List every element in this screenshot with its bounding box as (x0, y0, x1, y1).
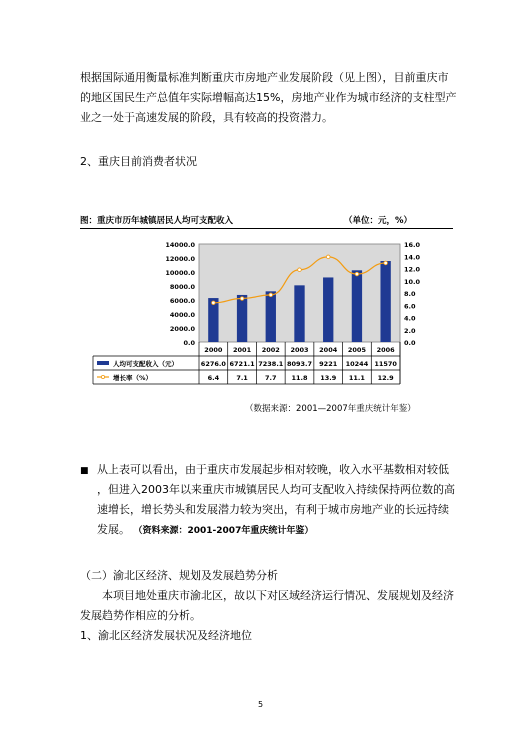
legend-income-label: 人均可支配收入（元） (113, 360, 178, 368)
right-axis-tick: 16.0 (404, 241, 421, 249)
right-axis-tick: 2.0 (404, 326, 416, 335)
right-axis-tick: 8.0 (404, 290, 416, 298)
growth-data-label: 11.8 (291, 374, 308, 382)
category-label: 2002 (261, 346, 280, 354)
right-axis-tick: 0.0 (404, 339, 416, 347)
growth-data-label: 7.7 (265, 374, 277, 382)
right-axis-tick: 6.0 (404, 302, 416, 311)
right-axis-tick: 14.0 (404, 253, 421, 262)
analysis-line-3: 速增长，增长势头和发展潜力较为突出，有利于城市房地产业的长远持续 (97, 503, 449, 516)
income-chart (91, 236, 421, 394)
district-paragraph (80, 586, 460, 626)
figure-unit: （单位：元，%） (344, 216, 413, 226)
right-axis-tick: 12.0 (404, 265, 421, 274)
analysis-line-4 (97, 520, 462, 541)
income-bar (380, 261, 390, 342)
growth-rate-point (355, 272, 359, 276)
growth-rate-point (298, 268, 302, 272)
income-bar (237, 295, 247, 342)
growth-rate-point (212, 301, 216, 305)
income-data-label: 6721.1 (229, 360, 255, 368)
figure-title: 图：重庆市历年城镇居民人均可支配收入 (80, 216, 234, 226)
analysis-line-1: 从上表可以看出，由于重庆市发展起步相对较晚，收入水平基数相对较低 (97, 463, 449, 476)
legend-growth-label: 增长率（%） (113, 374, 153, 382)
figure-source: （数据来源：2001—2007年重庆统计年鉴） (245, 404, 416, 414)
category-label: 2006 (376, 346, 395, 354)
analysis-line-2: ，但进入2003年以来重庆市城镇居民人均可支配收入持续保持两位数的高 (97, 483, 455, 496)
district-line-2: 发展趋势作相应的分析。 (80, 609, 201, 622)
legend-bar-swatch (97, 361, 109, 365)
category-label: 2004 (319, 346, 338, 354)
square-bullet-icon: ■ (80, 466, 89, 476)
left-axis-tick: 6000.0 (169, 297, 195, 305)
intro-line-2: 的地区国民生产总值年实际增幅高达15%，房地产业作为城市经济的支柱型产 (80, 91, 457, 104)
left-axis-tick: 0.0 (183, 339, 195, 347)
right-axis-tick: 4.0 (404, 314, 416, 323)
income-data-label: 11570 (374, 360, 397, 368)
growth-rate-point (269, 293, 273, 297)
category-label: 2001 (233, 346, 252, 354)
income-data-label: 7238.1 (258, 360, 284, 368)
right-axis-tick: 10.0 (404, 277, 421, 286)
section-heading: （二）渝北区经济、规划及发展趋势分析 (80, 569, 278, 582)
income-data-label: 6276.0 (200, 360, 226, 368)
growth-data-label: 13.9 (320, 374, 337, 382)
growth-rate-point (384, 261, 388, 265)
chart-svg (91, 236, 421, 394)
figure-rule (80, 228, 453, 229)
growth-rate-point (240, 297, 244, 301)
consumer-heading: 2、重庆目前消费者状况 (80, 155, 197, 168)
intro-line-3: 业之一处于高速发展的阶段，具有较高的投资潜力。 (80, 111, 333, 124)
income-bar (266, 291, 276, 342)
growth-rate-point (326, 255, 330, 259)
page-number: 5 (258, 700, 264, 709)
category-label: 2005 (347, 346, 366, 354)
left-axis-tick: 14000.0 (165, 241, 195, 249)
left-axis-tick: 10000.0 (165, 269, 195, 277)
district-line-1: 本项目地处重庆市渝北区，故以下对区域经济运行情况、发展规划及经济 (102, 589, 454, 602)
analysis-paragraph (97, 460, 462, 541)
growth-data-label: 6.4 (207, 374, 220, 382)
analysis-line-4-text: 发展。 (97, 523, 130, 536)
growth-data-label: 11.1 (348, 374, 365, 382)
growth-data-label: 7.1 (236, 374, 248, 382)
income-bar (323, 277, 333, 342)
income-data-label: 10244 (345, 360, 369, 368)
left-axis-tick: 8000.0 (169, 283, 195, 291)
intro-paragraph (80, 68, 460, 128)
district-economy-heading: 1、渝北区经济发展状况及经济地位 (80, 629, 252, 642)
income-data-label: 9221 (319, 360, 338, 368)
growth-data-label: 12.9 (377, 374, 394, 382)
left-axis-tick: 12000.0 (165, 255, 195, 263)
legend-line-marker (101, 375, 104, 378)
income-bar (352, 270, 362, 342)
income-data-label: 8093.7 (286, 360, 313, 368)
income-bar (294, 285, 304, 342)
left-axis-tick: 2000.0 (169, 325, 195, 333)
left-axis-tick: 4000.0 (169, 311, 195, 319)
category-label: 2003 (290, 346, 309, 354)
category-label: 2000 (204, 346, 223, 354)
intro-line-1: 根据国际通用衡量标准判断重庆市房地产业发展阶段（见上图），目前重庆市 (80, 71, 449, 84)
analysis-source: （资料来源：2001-2007年重庆统计年鉴） (133, 526, 314, 536)
